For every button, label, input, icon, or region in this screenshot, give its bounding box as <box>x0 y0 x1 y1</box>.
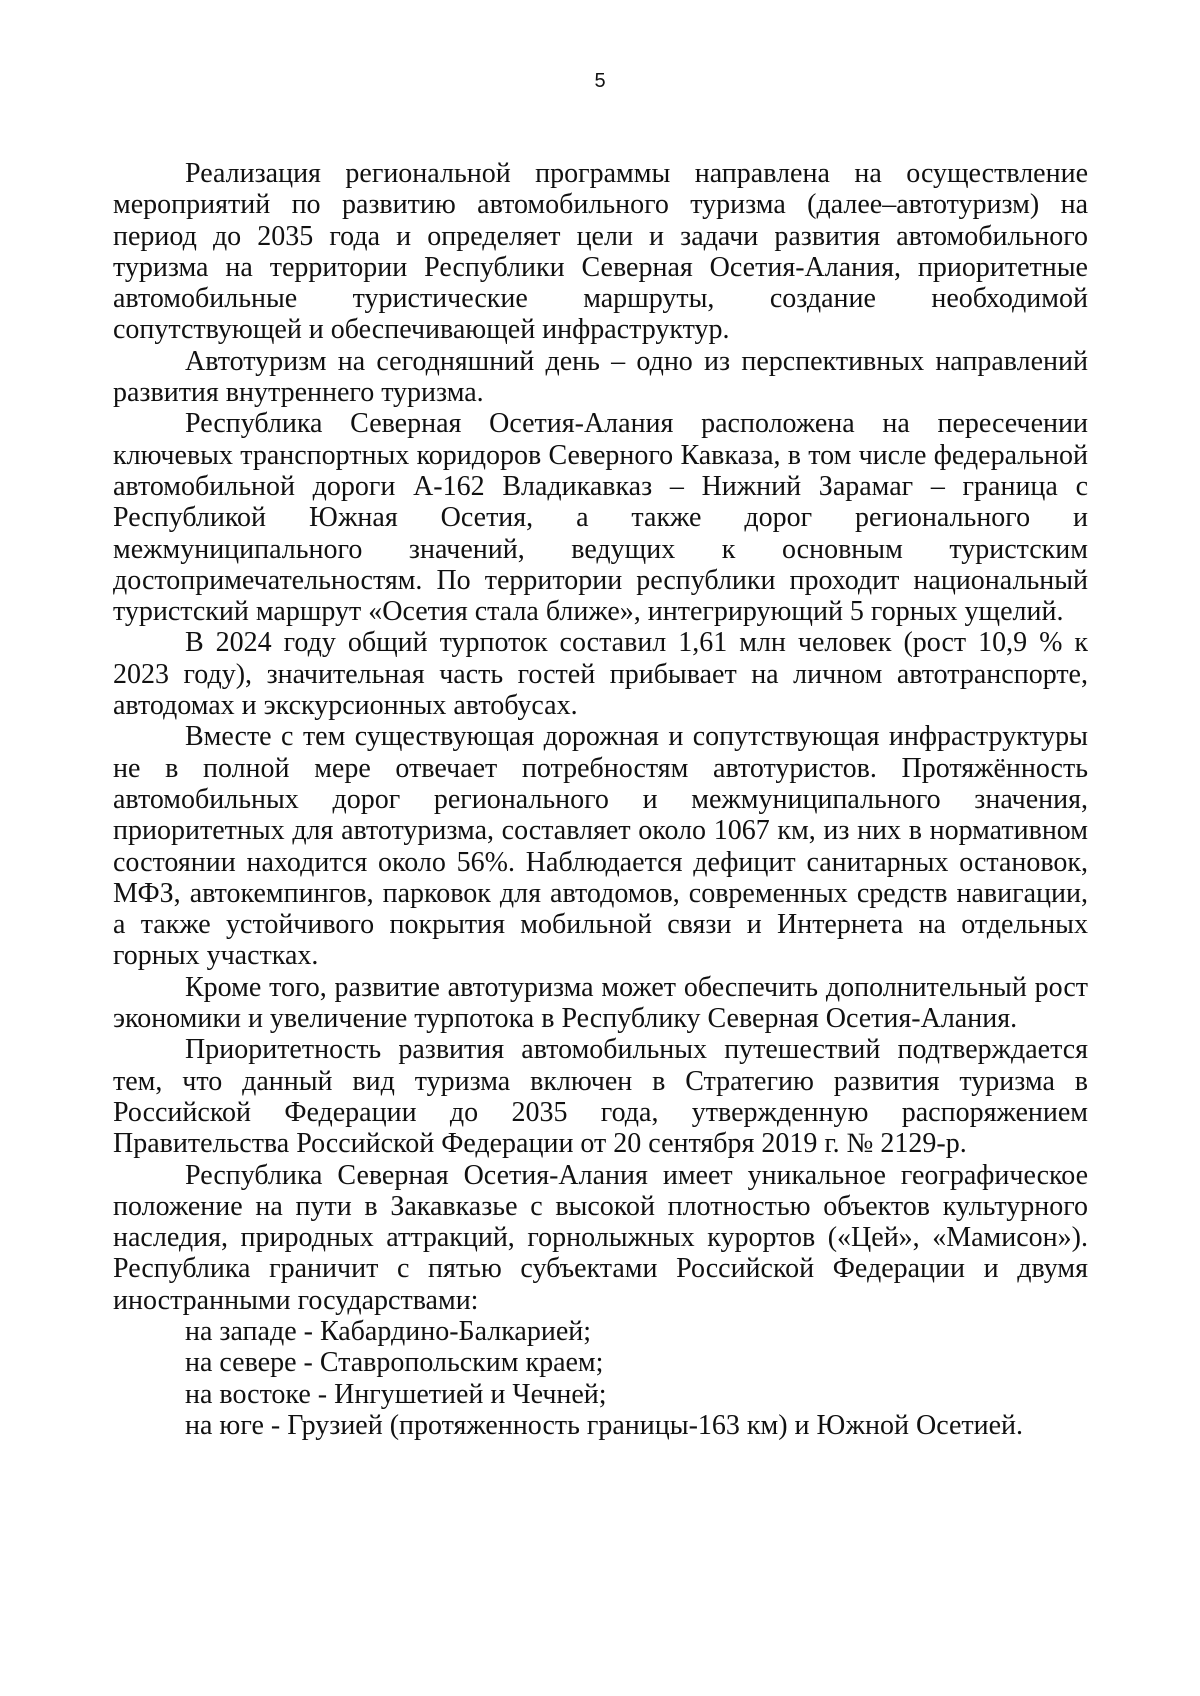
paragraph-autotourism-today: Автотуризм на сегодняшний день – одно из перспективных направлений развития внутреннего туризма. <box>113 345 1088 409</box>
paragraph-tourist-flow-2024: В 2024 году общий турпоток составил 1,61 млн человек (рост 10,9 % к 2023 году), значительная часть гостей прибывает на личном автотранспорте, автодомах и экскурсионных автобусах. <box>113 627 1088 722</box>
paragraph-economic-growth: Кроме того, развитие автотуризма может обеспечить дополнительный рост экономики и увеличение турпотока в Республику Северная Осетия-Алания. <box>113 971 1088 1035</box>
paragraph-geographic-position: Республика Северная Осетия-Алания имеет уникальное географическое положение на пути в Закавказье с высокой плотностью объектов культурного наследия, природных аттракций, горнолыжных курортов («Цей», «Мамисон»). Республика граничит с пятью субъектами Российской Федерации и двумя иностранными государствами: <box>113 1159 1088 1316</box>
page-number: 5 <box>594 70 606 92</box>
paragraph-infrastructure-deficit: Вместе с тем существующая дорожная и сопутствующая инфраструктуры не в полной мере отвечает потребностям автотуристов. Протяжённость автомобильных дорог регионального и межмуниципального значения, приоритетных для автотуризма, составляет около 1067 км, из них в нормативном состоянии находится около 56%. Наблюдается дефицит санитарных остановок, МФЗ, автокемпингов, парковок для автодомов, современных средств навигации, а также устойчивого покрытия мобильной связи и Интернета на отдельных горных участках. <box>113 721 1088 972</box>
border-item-south: на юге - Грузией (протяженность границы-163 км) и Южной Осетией. <box>185 1409 1024 1441</box>
border-item-north: на севере - Ставропольским краем; <box>185 1347 604 1379</box>
border-item-west: на западе - Кабардино-Балкарией; <box>185 1315 592 1347</box>
paragraph-program-goal: Реализация региональной программы направлена на осуществление мероприятий по развитию автомобильного туризма (далее–автотуризм) на период до 2035 года и определяет цели и задачи развития автомобильного туризма на территории Республики Северная Осетия-Алания, приоритетные автомобильные туристические маршруты, создание необходимой сопутствующей и обеспечивающей инфраструктур. <box>113 158 1088 346</box>
document-body <box>113 158 1088 1441</box>
paragraph-transport-corridors: Республика Северная Осетия-Алания расположена на пересечении ключевых транспортных коридоров Северного Кавказа, в том числе федеральной автомобильной дороги А-162 Владикавказ – Нижний Зарамаг – граница с Республикой Южная Осетия, а также дорог регионального и межмуниципального значений, ведущих к основным туристским достопримечательностям. По территории республики проходит национальный туристский маршрут «Осетия стала ближе», интегрирующий 5 горных ущелий. <box>113 408 1088 628</box>
border-item-east: на востоке - Ингушетией и Чечней; <box>185 1378 607 1410</box>
paragraph-strategy-priority: Приоритетность развития автомобильных путешествий подтверждается тем, что данный вид туризма включен в Стратегию развития туризма в Российской Федерации до 2035 года, утвержденную распоряжением Правительства Российской Федерации от 20 сентября 2019 г. № 2129-р. <box>113 1034 1088 1160</box>
